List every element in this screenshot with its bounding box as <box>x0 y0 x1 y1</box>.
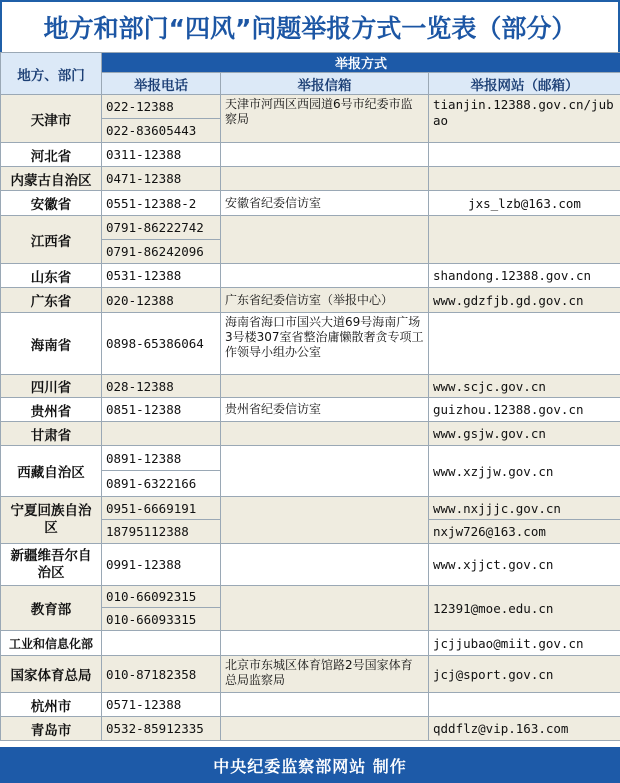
table-row <box>1 656 620 693</box>
region-name: 甘肃省 <box>1 422 102 446</box>
table-row <box>1 422 620 446</box>
region-name: 西藏自治区 <box>1 446 102 497</box>
site-value: www.xzjjw.gov.cn <box>429 446 620 497</box>
site-value: www.nxjjjc.gov.cn <box>429 497 620 520</box>
region-name: 安徽省 <box>1 191 102 216</box>
region-name: 教育部 <box>1 586 102 631</box>
mail-header: 举报信箱 <box>221 73 429 95</box>
phone-value: 0311-12388 <box>102 143 221 167</box>
phone-value <box>102 631 221 656</box>
mail-value <box>221 167 429 191</box>
table-row <box>1 586 620 608</box>
mail-value <box>221 422 429 446</box>
mail-value <box>221 497 429 544</box>
site-value: www.xjjct.gov.cn <box>429 544 620 586</box>
region-name: 新疆维吾尔自治区 <box>1 544 102 586</box>
site-value: www.gdzfjb.gd.gov.cn <box>429 288 620 313</box>
site-value: jcjjubao@miit.gov.cn <box>429 631 620 656</box>
table-row <box>1 264 620 288</box>
phone-value: 0851-12388 <box>102 398 221 422</box>
table-row <box>1 446 620 471</box>
phone-value: 0951-6669191 <box>102 497 221 520</box>
region-name: 天津市 <box>1 95 102 143</box>
page-title: 地方和部门“四风”问题举报方式一览表（部分） <box>0 0 620 52</box>
site-value: qddflz@vip.163.com <box>429 717 620 741</box>
mail-value: 贵州省纪委信访室 <box>221 398 429 422</box>
region-name: 杭州市 <box>1 693 102 717</box>
region-name: 国家体育总局 <box>1 656 102 693</box>
region-name: 贵州省 <box>1 398 102 422</box>
mail-value <box>221 375 429 398</box>
phone-value: 022-83605443 <box>102 119 221 143</box>
region-name: 青岛市 <box>1 717 102 741</box>
region-name: 河北省 <box>1 143 102 167</box>
site-value <box>429 143 620 167</box>
table-row <box>1 631 620 656</box>
phone-value: 0531-12388 <box>102 264 221 288</box>
phone-value: 0891-12388 <box>102 446 221 471</box>
phone-value: 010-87182358 <box>102 656 221 693</box>
site-value: 12391@moe.edu.cn <box>429 586 620 631</box>
header-row-1 <box>1 53 620 73</box>
table-row <box>1 288 620 313</box>
mail-value <box>221 586 429 631</box>
mail-value <box>221 544 429 586</box>
phone-value: 0791-86222742 <box>102 216 221 240</box>
report-table <box>0 52 620 741</box>
mail-value <box>221 143 429 167</box>
table-row <box>1 398 620 422</box>
table-row <box>1 693 620 717</box>
phone-value: 022-12388 <box>102 95 221 119</box>
phone-value: 0571-12388 <box>102 693 221 717</box>
phone-value: 0532-85912335 <box>102 717 221 741</box>
site-value <box>429 167 620 191</box>
table-row <box>1 95 620 119</box>
site-value: shandong.12388.gov.cn <box>429 264 620 288</box>
region-name: 山东省 <box>1 264 102 288</box>
mail-value <box>221 693 429 717</box>
phone-value: 18795112388 <box>102 520 221 544</box>
site-value: guizhou.12388.gov.cn <box>429 398 620 422</box>
site-value <box>429 313 620 375</box>
mail-value: 安徽省纪委信访室 <box>221 191 429 216</box>
table-row <box>1 544 620 586</box>
phone-value: 0551-12388-2 <box>102 191 221 216</box>
phone-value: 020-12388 <box>102 288 221 313</box>
site-value <box>429 216 620 264</box>
site-value: www.scjc.gov.cn <box>429 375 620 398</box>
phone-header: 举报电话 <box>102 73 221 95</box>
region-name: 广东省 <box>1 288 102 313</box>
phone-value: 010-66092315 <box>102 586 221 608</box>
mail-value: 北京市东城区体育馆路2号国家体育总局监察局 <box>221 656 429 693</box>
region-name: 宁夏回族自治区 <box>1 497 102 544</box>
region-name: 内蒙古自治区 <box>1 167 102 191</box>
table-row <box>1 717 620 741</box>
mail-value: 广东省纪委信访室（举报中心） <box>221 288 429 313</box>
table-row <box>1 375 620 398</box>
mail-value <box>221 216 429 264</box>
mail-value <box>221 717 429 741</box>
phone-value: 010-66093315 <box>102 608 221 631</box>
mail-value: 海南省海口市国兴大道69号海南广场3号楼307室省整治庸懒散奢贪专项工作领导小组办公室 <box>221 313 429 375</box>
table-row <box>1 167 620 191</box>
site-header: 举报网站（邮箱） <box>429 73 620 95</box>
site-value: www.gsjw.gov.cn <box>429 422 620 446</box>
region-name: 四川省 <box>1 375 102 398</box>
region-name: 海南省 <box>1 313 102 375</box>
site-value <box>429 693 620 717</box>
site-value: jxs_lzb@163.com <box>429 191 620 216</box>
table-row <box>1 497 620 520</box>
region-name: 江西省 <box>1 216 102 264</box>
mail-value <box>221 264 429 288</box>
phone-value: 0991-12388 <box>102 544 221 586</box>
mail-value: 天津市河西区西园道6号市纪委市监察局 <box>221 95 429 143</box>
region-header: 地方、部门 <box>1 53 102 95</box>
site-value: jcj@sport.gov.cn <box>429 656 620 693</box>
site-value: tianjin.12388.gov.cn/jubao <box>429 95 620 143</box>
phone-value: 0891-6322166 <box>102 471 221 497</box>
methods-header: 举报方式 <box>102 53 620 73</box>
phone-value <box>102 422 221 446</box>
phone-value: 0898-65386064 <box>102 313 221 375</box>
region-name: 工业和信息化部 <box>1 631 102 656</box>
phone-value: 028-12388 <box>102 375 221 398</box>
mail-value <box>221 446 429 497</box>
phone-value: 0471-12388 <box>102 167 221 191</box>
table-row <box>1 216 620 240</box>
mail-value <box>221 631 429 656</box>
table-row <box>1 313 620 375</box>
footer-credit: 中央纪委监察部网站 制作 <box>0 747 620 783</box>
table-row <box>1 191 620 216</box>
phone-value: 0791-86242096 <box>102 240 221 264</box>
table-row <box>1 143 620 167</box>
site-value: nxjw726@163.com <box>429 520 620 544</box>
